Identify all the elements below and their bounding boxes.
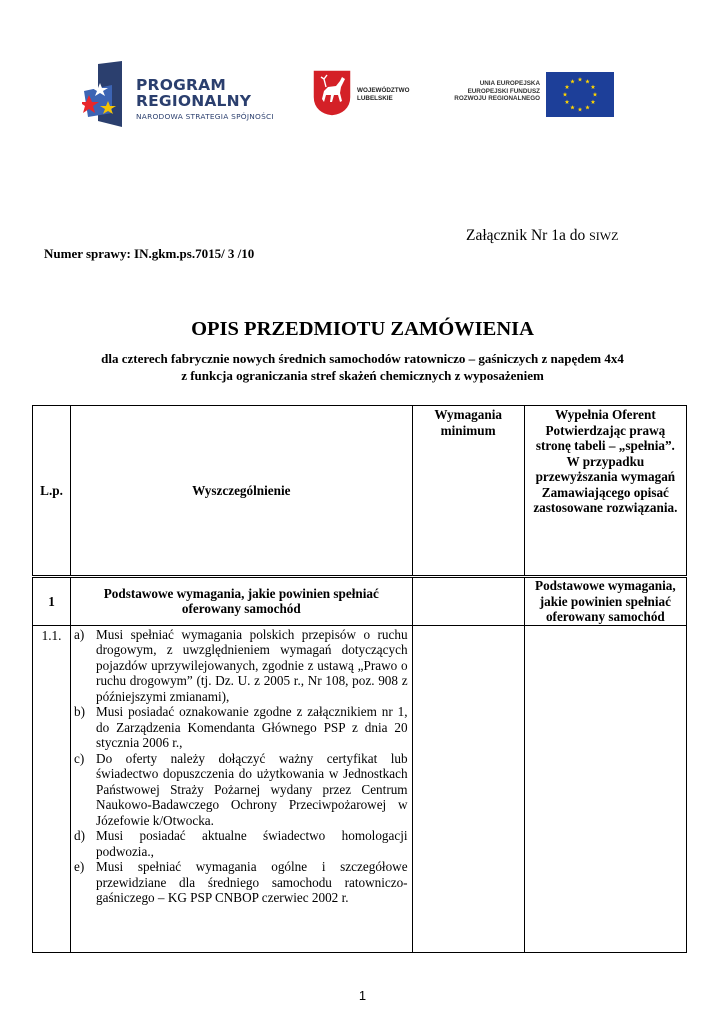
requirement-marker: a) [74, 626, 85, 642]
header-lp: L.p. [33, 406, 71, 577]
requirement-text: Do oferty należy dołączyć ważny certyfikat lub świadectwo dopuszczenia do użytkowania w Jednostkach Państwowej Straży Pożarnej wydany przez Centrum Naukowo-Badawczego Ochrony Przeciwpożarowej w Józefowie k/Otwocka. [96, 750, 408, 828]
list-item [74, 704, 408, 751]
eu-logo-line1: UNIA EUROPEJSKA [479, 80, 540, 87]
list-item [74, 627, 408, 705]
annex-label [466, 227, 618, 245]
subtitle-line1: dla czterech fabrycznie nowych średnich samochodów ratowniczo – gaśniczych z napędem 4x4 [101, 351, 624, 366]
eu-logo-line2: EUROPEJSKI FUNDUSZ [467, 87, 540, 95]
lubelskie-logo [312, 69, 422, 119]
header-minimum [412, 406, 524, 577]
requirement-text: Musi spełniać wymagania ogólne i szczegółowe przewidziane dla średniego samochodu ratowniczo-gaśniczego – KG PSP CNBOP czerwiec 2002 r. [96, 859, 408, 905]
header-offer [524, 406, 686, 577]
item-offer-cell [524, 625, 686, 952]
annex-doc: SIWZ [589, 229, 619, 243]
header-description: Wyszczególnienie [71, 406, 413, 577]
table-row [33, 625, 687, 952]
program-logo-tagline: NARODOWA STRATEGIA SPÓJNOŚCI [136, 112, 274, 121]
page-number: 1 [358, 988, 367, 1003]
list-item [74, 751, 408, 829]
header-offer-text: Wypełnia Oferent Potwierdzając prawą stronę tabeli – „spełnia”. W przypadku przewyższania wymagań Zamawiającego opisać zastosowane rozwiązania. [533, 407, 678, 515]
requirement-text: Musi spełniać wymagania polskich przepisów o ruchu drogowym, z uwzględnieniem wymagań dotyczących pojazdów uprzywilejowanych, zgodnie z ustawą „Prawo o ruchu drogowym” (tj. Dz. U. z 2005 r., Nr 108, poz. 908 z późniejszymi zmianami), [96, 626, 408, 704]
lubelskie-shield-icon [312, 69, 352, 117]
requirement-marker: e) [74, 859, 85, 874]
program-regionalny-emblem-icon [82, 61, 134, 127]
eu-logo-line3: ROZWOJU REGIONALNEGO [454, 95, 540, 103]
list-item [74, 828, 408, 859]
item-requirements [71, 625, 413, 952]
list-item [74, 859, 408, 906]
program-logo-line2: REGIONALNY [136, 92, 252, 110]
lubelskie-logo-line1: WOJEWÓDZTWO [357, 87, 410, 94]
section-minimum-cell [412, 577, 524, 626]
subtitle-line2: z funkcja ograniczania stref skażeń chemicznych z wyposażeniem [181, 368, 544, 383]
eu-logo-text [442, 80, 540, 103]
specification-table [32, 405, 687, 953]
section-title: Podstawowe wymagania, jakie powinien spełniać oferowany samochód [71, 577, 413, 626]
header-minimum-text: Wymagania minimum [434, 407, 502, 438]
document-subtitle [40, 350, 685, 384]
requirement-marker: c) [74, 750, 85, 766]
program-regionalny-logo [82, 61, 292, 127]
section-row [33, 577, 687, 626]
requirement-text: Musi posiadać oznakowanie zgodne z załącznikiem nr 1, do Zarządzenia Komendanta Głównego PSP z dnia 20 stycznia 2006 r., [96, 704, 408, 750]
eu-flag-icon [546, 72, 614, 117]
program-logo-line1: PROGRAM [136, 76, 226, 94]
requirement-text: Musi posiadać aktualne świadectwo homologacji podwozia., [96, 828, 408, 859]
annex-main: Załącznik Nr 1a do [466, 227, 590, 244]
requirements-list [74, 627, 408, 906]
case-number: Numer sprawy: IN.gkm.ps.7015/ 3 /10 [44, 246, 255, 261]
section-number: 1 [33, 577, 71, 626]
table-header-row [33, 406, 687, 577]
item-minimum-cell [412, 625, 524, 952]
requirement-marker: b) [74, 704, 86, 719]
document-title: OPIS PRZEDMIOTU ZAMÓWIENIA [191, 318, 534, 340]
lubelskie-logo-line2: LUBELSKIE [357, 94, 393, 102]
section-offer-note: Podstawowe wymagania, jakie powinien spełniać oferowany samochód [524, 577, 686, 626]
item-number: 1.1. [33, 625, 71, 952]
requirement-marker: d) [74, 828, 86, 843]
